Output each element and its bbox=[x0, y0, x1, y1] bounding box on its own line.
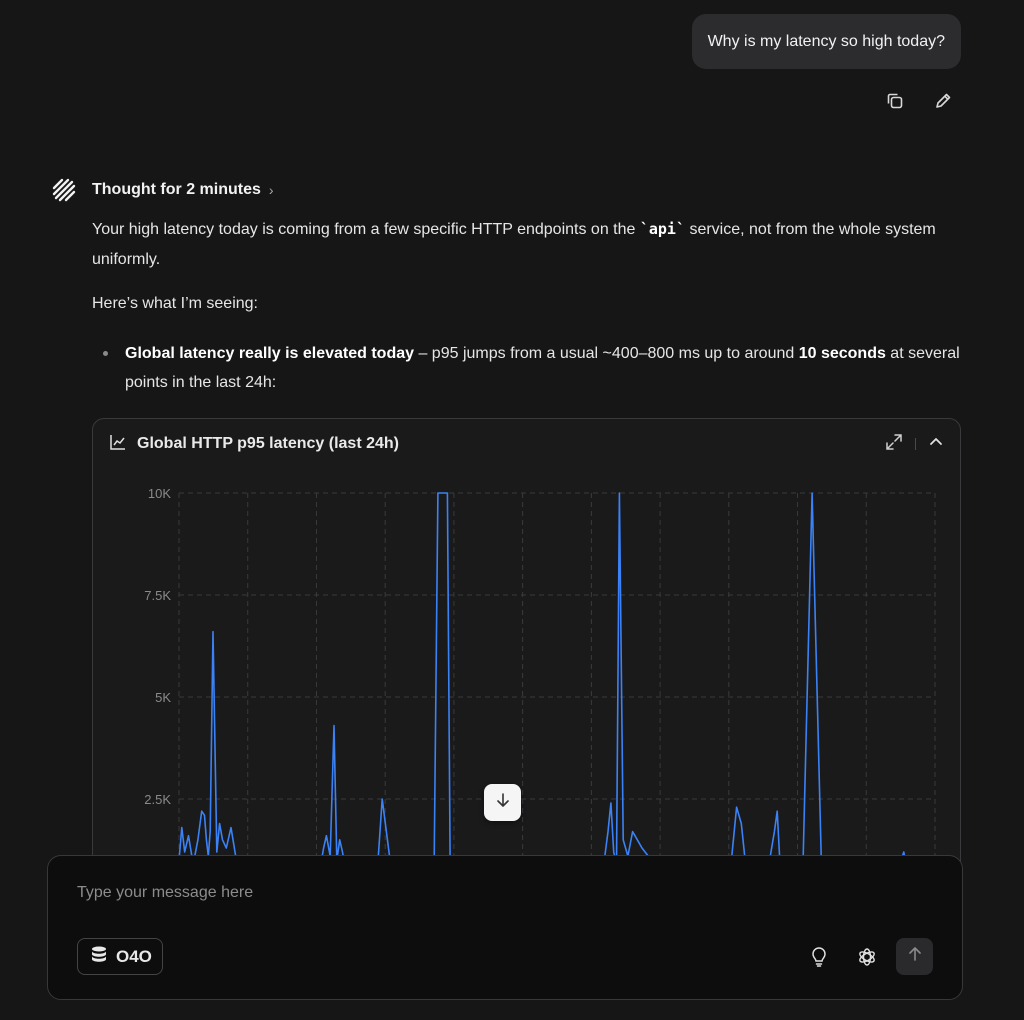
collapse-chevron-up-icon[interactable] bbox=[928, 434, 944, 455]
user-message-text: Why is my latency so high today? bbox=[707, 33, 945, 50]
model-selector-button[interactable] bbox=[77, 938, 163, 975]
message-input[interactable] bbox=[77, 880, 917, 906]
answer-text: service, not from the whole system uniformly. bbox=[92, 221, 936, 268]
bullet-text: at several points in the last 24h: bbox=[125, 345, 960, 391]
y-tick-label: 2.5K bbox=[144, 792, 171, 807]
model-label: O4O bbox=[116, 946, 152, 966]
y-tick-label: 10K bbox=[147, 486, 171, 501]
series-line bbox=[179, 493, 935, 878]
answer-bullet bbox=[125, 339, 960, 397]
arrow-down-icon bbox=[495, 792, 511, 813]
expand-icon[interactable] bbox=[885, 433, 903, 456]
assistant-logo-icon bbox=[50, 176, 78, 204]
toolbar-divider bbox=[915, 438, 916, 450]
chart-card bbox=[92, 418, 961, 878]
y-tick-label: 5K bbox=[155, 690, 171, 705]
bullet-text: – p95 jumps from a usual ~400–800 ms up to around bbox=[414, 345, 799, 362]
send-button[interactable] bbox=[896, 938, 933, 975]
message-actions bbox=[884, 90, 954, 112]
y-tick-label: 7.5K bbox=[144, 588, 171, 603]
answer-text: Your high latency today is coming from a few specific HTTP endpoints on the bbox=[92, 221, 640, 238]
copy-icon[interactable] bbox=[884, 90, 906, 112]
inline-code: `api` bbox=[639, 220, 685, 238]
answer-paragraph bbox=[92, 214, 962, 275]
bullet-bold-value: 10 seconds bbox=[798, 345, 886, 362]
chart-title: Global HTTP p95 latency (last 24h) bbox=[137, 435, 399, 452]
openai-logo-icon[interactable] bbox=[856, 946, 878, 968]
latency-chart bbox=[93, 419, 961, 878]
bullet-dot bbox=[103, 351, 108, 356]
line-chart-icon bbox=[109, 433, 127, 456]
thought-toggle[interactable] bbox=[50, 176, 274, 204]
lightbulb-icon[interactable] bbox=[808, 946, 830, 968]
arrow-up-icon bbox=[908, 947, 922, 966]
edit-pencil-icon[interactable] bbox=[932, 90, 954, 112]
message-composer bbox=[47, 855, 963, 1000]
chart-header bbox=[109, 432, 944, 456]
thought-label: Thought for 2 minutes bbox=[92, 181, 261, 198]
bullet-bold: Global latency really is elevated today bbox=[125, 345, 415, 362]
database-icon bbox=[90, 945, 108, 968]
chevron-right-icon: › bbox=[268, 182, 274, 198]
scroll-to-bottom-button[interactable] bbox=[484, 784, 521, 821]
answer-paragraph: Here’s what I’m seeing: bbox=[92, 295, 258, 312]
user-message-bubble bbox=[692, 14, 961, 69]
